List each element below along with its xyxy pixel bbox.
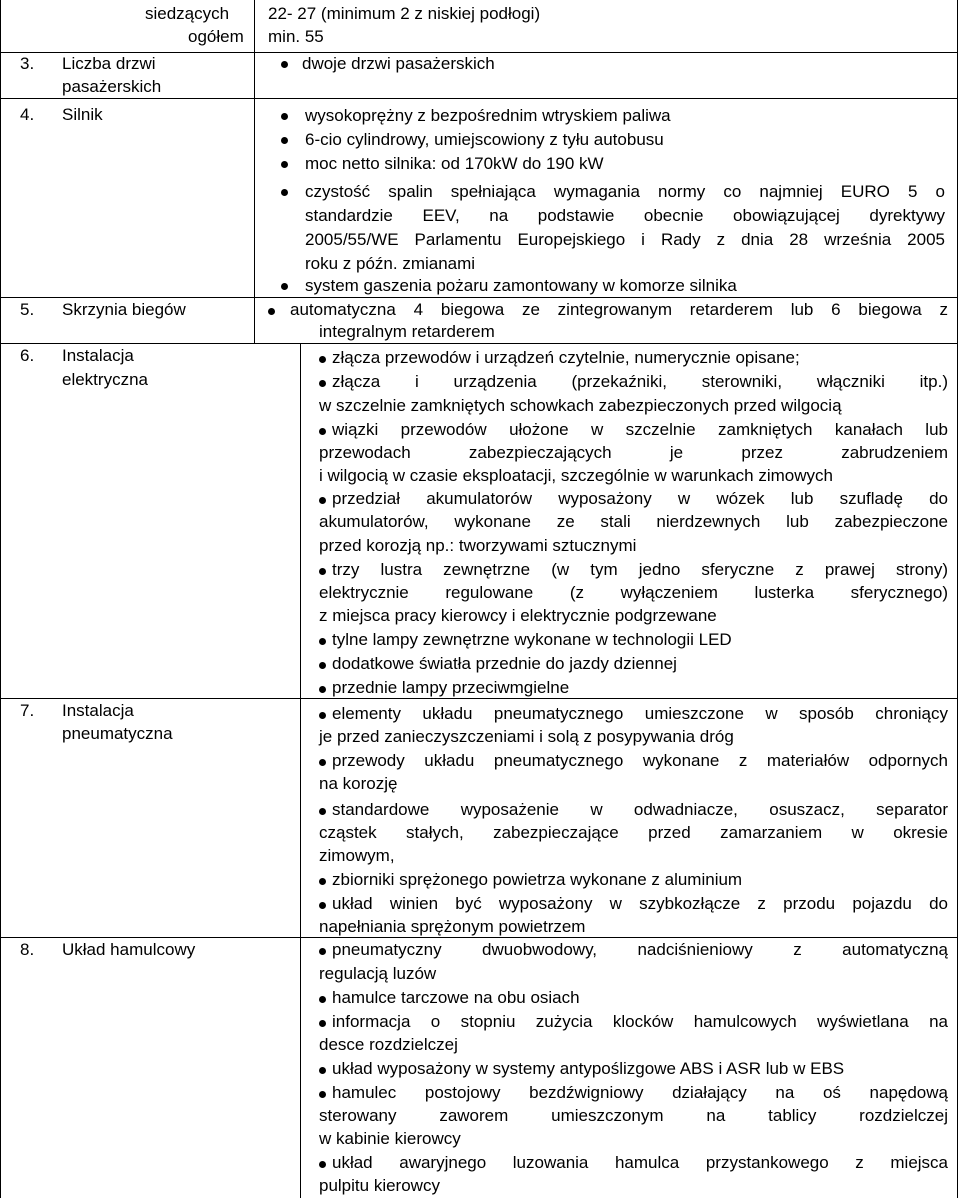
- list-item: pneumatyczny dwuobwodowy, nadciśnieniowy z automatyczną: [332, 940, 948, 959]
- bullet-icon: [281, 61, 288, 68]
- electrical-title-cont: elektryczna: [62, 370, 148, 389]
- row-number: 8.: [20, 940, 35, 959]
- list-item-cont: przed korozją np.: tworzywami sztucznymi: [319, 536, 637, 555]
- bullet-icon: [319, 1091, 326, 1098]
- list-item: przewody układu pneumatycznego wykonane z materiałów odpornych: [332, 751, 948, 770]
- bullet-icon: [319, 1161, 326, 1168]
- bullet-icon: [319, 428, 326, 435]
- list-item: 6-cio cylindrowy, umiejscowiony z tyłu autobusu: [305, 130, 664, 149]
- bullet-icon: [281, 137, 288, 144]
- row-divider: [0, 98, 958, 99]
- list-item-cont: przewodach zabezpieczających je przez zabrudzeniem: [319, 443, 948, 462]
- column-divider: [300, 343, 301, 1198]
- list-item-cont: akumulatorów, wykonane ze stali nierdzewnych lub zabezpieczone: [319, 512, 948, 531]
- list-item: wiązki przewodów ułożone w szczelnie zamkniętych kanałach lub: [332, 420, 948, 439]
- seats-total-label: ogółem: [188, 27, 244, 46]
- row-number: 5.: [20, 300, 35, 319]
- table-border-left: [0, 0, 1, 1198]
- list-item: standardowe wyposażenie w odwadniacze, osuszacz, separator: [332, 800, 948, 819]
- bullet-icon: [319, 497, 326, 504]
- row-divider: [0, 937, 958, 938]
- list-item-cont: 2005/55/WE Parlamentu Europejskiego i Rady z dnia 28 września 2005: [305, 230, 945, 249]
- pneumatic-title-cont: pneumatyczna: [62, 724, 173, 743]
- doors-title: Liczba drzwi: [62, 54, 156, 73]
- bullet-icon: [281, 189, 288, 196]
- list-item-cont: na korozję: [319, 774, 398, 793]
- seats-total-value: min. 55: [268, 27, 324, 46]
- list-item: złącza i urządzenia (przekaźniki, sterowniki, włączniki itp.): [332, 372, 948, 391]
- list-item: hamulce tarczowe na obu osiach: [332, 988, 580, 1007]
- bullet-icon: [281, 113, 288, 120]
- list-item: trzy lustra zewnętrzne (w tym jedno sferyczne z prawej strony): [332, 560, 948, 579]
- bullet-icon: [319, 759, 326, 766]
- list-item: tylne lampy zewnętrzne wykonane w technologii LED: [332, 630, 732, 649]
- list-item: dwoje drzwi pasażerskich: [302, 54, 495, 73]
- list-item-cont: napełniania sprężonym powietrzem: [319, 917, 586, 936]
- list-item: układ winien być wyposażony w szybkozłącze z przodu pojazdu do: [332, 894, 948, 913]
- list-item-cont: elektrycznie regulowane (z wyłączeniem lusterka sferycznego): [319, 583, 948, 602]
- table-border-right: [957, 0, 958, 1198]
- list-item-cont: je przed zanieczyszczeniami i solą z posypywania dróg: [319, 727, 734, 746]
- list-item-cont: desce rozdzielczej: [319, 1035, 458, 1054]
- gearbox-title: Skrzynia biegów: [62, 300, 186, 319]
- engine-title: Silnik: [62, 105, 103, 124]
- list-item-cont: roku z późn. zmianami: [305, 254, 476, 273]
- list-item: hamulec postojowy bezdźwigniowy działający na oś napędową: [332, 1083, 948, 1102]
- doors-title-cont: pasażerskich: [62, 77, 162, 96]
- bullet-icon: [319, 1020, 326, 1027]
- bullet-icon: [319, 380, 326, 387]
- bullet-icon: [319, 356, 326, 363]
- row-divider: [0, 698, 958, 699]
- bullet-icon: [281, 161, 288, 168]
- bullet-icon: [319, 878, 326, 885]
- list-item-cont: cząstek stałych, zabezpieczające przed zamarzaniem w okresie: [319, 823, 948, 842]
- bullet-icon: [319, 686, 326, 693]
- list-item: moc netto silnika: od 170kW do 190 kW: [305, 154, 604, 173]
- bullet-icon: [319, 638, 326, 645]
- list-item: złącza przewodów i urządzeń czytelnie, numerycznie opisane;: [332, 348, 800, 367]
- seats-label: siedzących: [145, 4, 230, 23]
- seats-value: 22- 27 (minimum 2 z niskiej podłogi): [268, 4, 541, 23]
- bullet-icon: [281, 283, 288, 290]
- list-item: informacja o stopniu zużycia klocków hamulcowych wyświetlana na: [332, 1012, 948, 1031]
- row-number: 4.: [20, 105, 35, 124]
- list-item: zbiorniki sprężonego powietrza wykonane z aluminium: [332, 870, 743, 889]
- row-divider: [0, 52, 958, 53]
- list-item-cont: w kabinie kierowcy: [319, 1129, 461, 1148]
- list-item: czystość spalin spełniająca wymagania normy co najmniej EURO 5 o: [305, 182, 945, 201]
- pneumatic-title: Instalacja: [62, 701, 134, 720]
- bullet-icon: [319, 568, 326, 575]
- list-item: przednie lampy przeciwmgielne: [332, 678, 570, 697]
- list-item-cont: regulacją luzów: [319, 964, 437, 983]
- row-number: 3.: [20, 54, 35, 73]
- row-number: 6.: [20, 346, 35, 365]
- bullet-icon: [319, 996, 326, 1003]
- list-item: układ wyposażony w systemy antypoślizgowe ABS i ASR lub w EBS: [332, 1059, 845, 1078]
- brakes-title: Układ hamulcowy: [62, 940, 196, 959]
- bullet-icon: [319, 948, 326, 955]
- list-item-cont: pulpitu kierowcy: [319, 1176, 440, 1195]
- bullet-icon: [319, 712, 326, 719]
- bullet-icon: [268, 308, 275, 315]
- bullet-icon: [319, 808, 326, 815]
- list-item: system gaszenia pożaru zamontowany w komorze silnika: [305, 276, 737, 295]
- row-divider: [0, 343, 958, 344]
- list-item-cont: w szczelnie zamkniętych schowkach zabezpieczonych przed wilgocią: [319, 396, 842, 415]
- list-item: układ awaryjnego luzowania hamulca przystankowego z miejsca: [332, 1153, 948, 1172]
- list-item: wysokoprężny z bezpośrednim wtryskiem paliwa: [305, 106, 671, 125]
- bullet-icon: [319, 1067, 326, 1074]
- list-item: dodatkowe światła przednie do jazdy dziennej: [332, 654, 677, 673]
- list-item: elementy układu pneumatycznego umieszczone w sposób chroniący: [332, 704, 948, 723]
- list-item: automatyczna 4 biegowa ze zintegrowanym retarderem lub 6 biegowa z: [290, 300, 948, 319]
- list-item-cont: z miejsca pracy kierowcy i elektrycznie podgrzewane: [319, 606, 717, 625]
- column-divider: [254, 0, 255, 343]
- list-item-cont: standardzie EEV, na podstawie obecnie obowiązującej dyrektywy: [305, 206, 945, 225]
- list-item-cont: zimowym,: [319, 846, 395, 865]
- list-item-cont: integralnym retarderem: [319, 322, 495, 341]
- electrical-title: Instalacja: [62, 346, 134, 365]
- bullet-icon: [319, 902, 326, 909]
- list-item: przedział akumulatorów wyposażony w wózek lub szufladę do: [332, 489, 948, 508]
- list-item-cont: sterowany zaworem umieszczonym na tablicy rozdzielczej: [319, 1106, 948, 1125]
- bullet-icon: [319, 662, 326, 669]
- row-divider: [0, 297, 958, 298]
- list-item-cont: i wilgocią w czasie eksploatacji, szczególnie w warunkach zimowych: [319, 466, 833, 485]
- row-number: 7.: [20, 701, 35, 720]
